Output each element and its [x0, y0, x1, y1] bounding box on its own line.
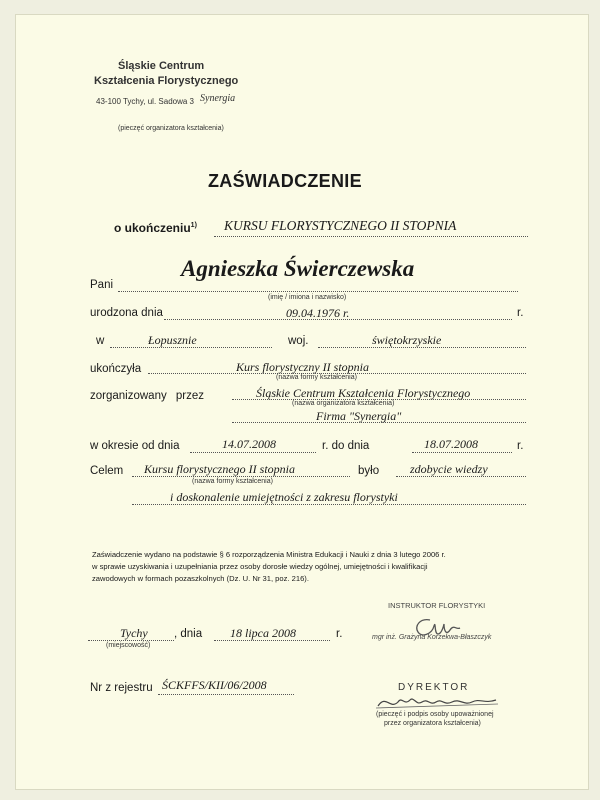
- purpose-caption: (nazwa formy kształcenia): [192, 478, 273, 485]
- legal-text-line-2: w sprawie uzyskiwania i uzupełniania przez osoby dorosłe wiedzy ogólnej, umiejętności i kwalifikacji: [92, 562, 428, 571]
- period-to-label: r. do dnia: [322, 440, 370, 452]
- purpose-value-1: zdobycie wiedzy: [410, 462, 488, 476]
- issue-place: Tychy: [120, 626, 148, 640]
- birth-dotted-line: [164, 319, 512, 320]
- legal-text-line-1: Zaświadczenie wydano na podstawie § 6 rozporządzenia Ministra Edukacji i Nauki z dnia 3 lutego 2006 r.: [92, 550, 446, 559]
- issue-date: 18 lipca 2008: [230, 626, 296, 640]
- issue-place-dotted-line: [88, 640, 174, 641]
- completion-value: KURSU FLORYSTYCZNEGO II STOPNIA: [224, 218, 457, 233]
- registry-label: Nr z rejestru: [90, 682, 153, 694]
- organizer-address: 43-100 Tychy, ul. Sadowa 3: [96, 97, 194, 106]
- salutation: Pani: [90, 279, 114, 291]
- purpose-course-dotted-line: [132, 476, 350, 477]
- birthplace-dotted-line: [110, 347, 272, 348]
- instructor-name: mgr inż. Grażyna Korzekwa-Błaszczyk: [372, 634, 492, 641]
- name-dotted-line: [118, 291, 518, 292]
- purpose-value-dotted-line-2: [132, 504, 526, 505]
- completion-label-text: o ukończeniu: [114, 221, 191, 235]
- director-title: DYREKTOR: [398, 682, 470, 693]
- period-from-dotted-line: [190, 452, 316, 453]
- issue-suffix: r.: [336, 628, 343, 640]
- voivodeship-dotted-line: [318, 347, 526, 348]
- course-caption: (nazwa formy kształcenia): [276, 374, 357, 381]
- director-caption-1: (pieczęć i podpis osoby upoważnionej: [376, 711, 494, 718]
- birth-date: 09.04.1976 r.: [286, 306, 350, 320]
- organized-dotted-line-2: [232, 422, 526, 423]
- organized-caption: (nazwa organizatora kształcenia): [292, 400, 395, 407]
- birth-suffix: r.: [517, 307, 524, 319]
- organized-value: Śląskie Centrum Kształcenia Florystycznego: [256, 386, 471, 400]
- organized-label: zorganizowany przez: [90, 390, 205, 402]
- purpose-was: było: [358, 465, 380, 477]
- document-title: ZAŚWIADCZENIE: [208, 171, 362, 191]
- legal-text-line-3: zawodowych w formach pozaszkolnych (Dz. U. Nr 31, poz. 216).: [92, 574, 309, 583]
- purpose-label: Celem: [90, 465, 124, 477]
- birth-label: urodzona dnia: [90, 307, 163, 319]
- purpose-value-2: i doskonalenie umiejętności z zakresu florystyki: [170, 490, 398, 504]
- organized-value-2: Firma "Synergia": [316, 409, 402, 423]
- voivodeship-label: woj.: [288, 335, 309, 347]
- completion-footnote: 1): [190, 222, 197, 229]
- period-suffix: r.: [517, 440, 524, 452]
- birthplace: Łopusznie: [148, 333, 197, 347]
- organizer-name-line2: Kształcenia Florystycznego: [94, 75, 239, 87]
- completion-label: [114, 221, 197, 235]
- period-to: 18.07.2008: [424, 437, 478, 451]
- completion-dotted-line: [214, 236, 528, 237]
- purpose-course: Kursu florystycznego II stopnia: [144, 462, 295, 476]
- registry-value: ŚCKFFS/KII/06/2008: [162, 678, 267, 692]
- period-from-label: w okresie od dnia: [90, 440, 180, 452]
- name-caption: (imię / imiona i nazwisko): [268, 294, 347, 301]
- registry-dotted-line: [158, 694, 294, 695]
- director-caption-2: przez organizatora kształcenia): [384, 720, 481, 727]
- issue-date-label: , dnia: [174, 628, 203, 640]
- course-value: Kurs florystyczny II stopnia: [236, 360, 369, 374]
- issue-place-caption: (miejscowość): [106, 642, 151, 649]
- organizer-brand-logo: Synergia: [200, 93, 236, 104]
- voivodeship: świętokrzyskie: [372, 333, 442, 347]
- period-from: 14.07.2008: [222, 437, 276, 451]
- period-to-dotted-line: [412, 452, 512, 453]
- issue-date-dotted-line: [214, 640, 330, 641]
- organizer-name-line1: Śląskie Centrum: [118, 60, 205, 72]
- director-signature: [372, 690, 502, 712]
- purpose-value-dotted-line: [396, 476, 526, 477]
- birthplace-prefix: w: [96, 335, 105, 347]
- course-label: ukończyła: [90, 363, 142, 375]
- person-name: Agnieszka Świerczewska: [181, 256, 415, 281]
- instructor-title: INSTRUKTOR FLORYSTYKI: [388, 601, 486, 610]
- organizer-stamp-caption: (pieczęć organizatora kształcenia): [118, 125, 224, 132]
